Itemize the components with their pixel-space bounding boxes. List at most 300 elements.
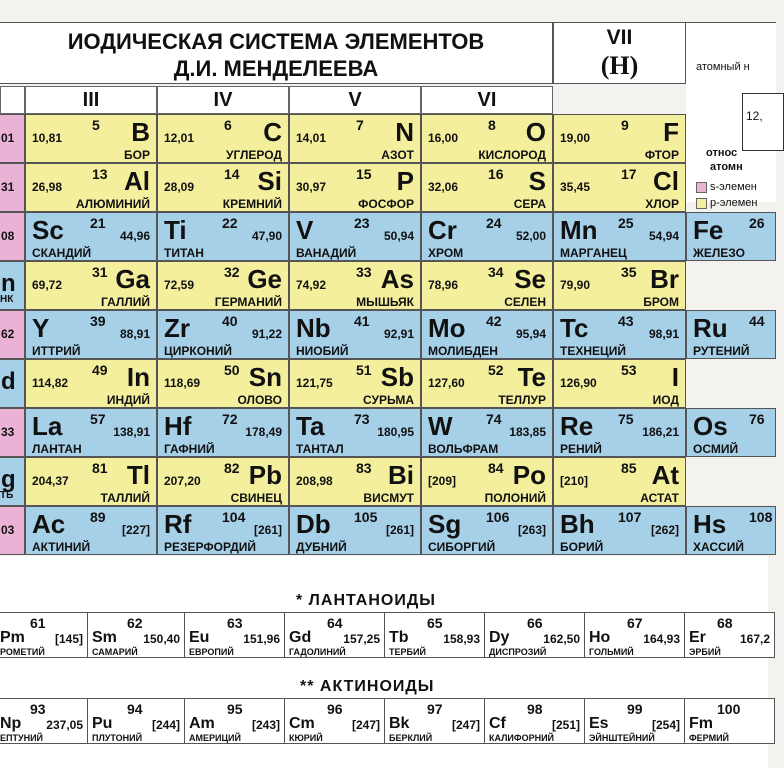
f-element-cell-Pm xyxy=(0,612,88,658)
atomic-mass: 121,75 xyxy=(296,376,333,390)
atomic-number: 67 xyxy=(627,615,643,631)
group-header-VI: VI xyxy=(421,86,553,114)
element-symbol: Cl xyxy=(653,166,679,196)
element-name: СИБОРГИЙ xyxy=(428,540,496,554)
atomic-mass: [263] xyxy=(517,523,546,537)
clipped-cell xyxy=(0,310,25,359)
element-cell-Se xyxy=(421,261,553,310)
element-symbol: O xyxy=(525,117,546,147)
atomic-number: 21 xyxy=(90,215,106,231)
element-name: ИОД xyxy=(652,393,679,407)
element-name: АСТАТ xyxy=(640,491,679,505)
legend-s-elements xyxy=(696,181,757,193)
element-name: БОРИЙ xyxy=(560,540,604,554)
atomic-mass: 150,40 xyxy=(143,632,180,646)
element-name: СВИНЕЦ xyxy=(230,491,282,505)
atomic-number: 106 xyxy=(486,509,510,525)
group-header-IV: IV xyxy=(157,86,289,114)
element-symbol: Eu xyxy=(189,629,210,646)
element-name: РЕНИЙ xyxy=(560,442,602,456)
legend xyxy=(686,22,776,209)
element-symbol: Mn xyxy=(560,215,598,245)
clipped-cell-text: 03 xyxy=(1,523,15,537)
element-symbol: Pb xyxy=(248,460,282,490)
element-symbol: Ga xyxy=(115,264,150,294)
element-cell-Ga xyxy=(25,261,157,310)
legend-p-label: p-элемен xyxy=(710,197,758,209)
atomic-number: 8 xyxy=(488,117,496,133)
atomic-mass: 88,91 xyxy=(119,327,150,341)
element-symbol: Bh xyxy=(560,509,595,539)
element-name: ФТОР xyxy=(644,148,679,162)
element-symbol: Cm xyxy=(289,715,315,732)
atomic-mass: 186,21 xyxy=(642,425,679,439)
atomic-number: 39 xyxy=(90,313,106,329)
clipped-cell-text: 08 xyxy=(1,229,15,243)
atomic-number: 64 xyxy=(327,615,343,631)
element-symbol: Mo xyxy=(428,313,466,343)
atomic-mass: 14,01 xyxy=(296,131,327,145)
legend-relative: относ xyxy=(706,147,738,159)
atomic-mass: 50,94 xyxy=(383,229,414,243)
element-name: ТИТАН xyxy=(164,246,204,260)
element-cell-Mn xyxy=(553,212,686,261)
element-cell-Bh xyxy=(553,506,686,555)
atomic-number: 34 xyxy=(488,264,504,280)
element-name: ДИСПРОЗИЙ xyxy=(489,647,547,657)
f-element-cell-Es xyxy=(585,698,685,744)
atomic-number: 108 xyxy=(749,509,773,525)
element-name: КЮРИЙ xyxy=(289,733,323,743)
element-cell-S xyxy=(421,163,553,212)
atomic-mass: 35,45 xyxy=(560,180,591,194)
clipped-cell-subtext: ТЬ xyxy=(0,490,14,501)
atomic-number: 62 xyxy=(127,615,143,631)
element-name: БРОМ xyxy=(643,295,679,309)
f-element-cell-Tb xyxy=(385,612,485,658)
group-header-V: V xyxy=(289,86,421,114)
element-cell-Sb xyxy=(289,359,421,408)
atomic-mass: 92,91 xyxy=(383,327,414,341)
element-name: ТЕРБИЙ xyxy=(389,647,426,657)
legend-s-label: s-элемен xyxy=(710,181,757,193)
element-cell-Cr xyxy=(421,212,553,261)
atomic-number: 33 xyxy=(356,264,372,280)
element-cell-Pb xyxy=(157,457,289,506)
element-symbol: Sc xyxy=(32,215,64,245)
element-cell-O xyxy=(421,114,553,163)
element-symbol: Bi xyxy=(388,460,414,490)
atomic-mass: 138,91 xyxy=(113,425,150,439)
element-symbol: B xyxy=(131,117,150,147)
element-cell-Y xyxy=(25,310,157,359)
atomic-mass: 118,69 xyxy=(164,376,201,390)
atomic-mass: 52,00 xyxy=(515,229,546,243)
element-symbol: Ta xyxy=(296,411,325,441)
atomic-mass: 30,97 xyxy=(296,180,327,194)
element-cell-Bi xyxy=(289,457,421,506)
element-cell-Sn xyxy=(157,359,289,408)
element-symbol: Sb xyxy=(380,362,414,392)
atomic-mass: 207,20 xyxy=(164,474,201,488)
element-symbol: Re xyxy=(560,411,594,441)
element-name: КРЕМНИЙ xyxy=(222,197,282,211)
element-symbol: Os xyxy=(693,411,728,441)
element-symbol: At xyxy=(651,460,679,490)
atomic-number: 32 xyxy=(224,264,240,280)
atomic-number: 16 xyxy=(488,166,504,182)
element-name: САМАРИЙ xyxy=(92,647,138,657)
element-symbol: Tc xyxy=(560,313,589,343)
element-name: ФОСФОР xyxy=(358,197,414,211)
element-cell-Os xyxy=(686,408,776,457)
element-name: ФЕРМИЙ xyxy=(689,733,730,743)
element-cell-At xyxy=(553,457,686,506)
element-cell-Tc xyxy=(553,310,686,359)
atomic-mass: 114,82 xyxy=(32,376,69,390)
element-cell-In xyxy=(25,359,157,408)
element-name: МЫШЬЯК xyxy=(356,295,414,309)
atomic-number: 93 xyxy=(30,701,46,717)
clipped-cell-text: 62 xyxy=(1,327,15,341)
atomic-number: 40 xyxy=(222,313,238,329)
element-cell-Sc xyxy=(25,212,157,261)
element-name: РЕЗЕРФОРДИЙ xyxy=(164,540,256,554)
element-symbol: As xyxy=(380,264,414,294)
element-symbol: Pm xyxy=(0,629,25,646)
f-element-cell-Er xyxy=(685,612,775,658)
element-cell-Zr xyxy=(157,310,289,359)
element-name: ИНДИЙ xyxy=(106,393,150,407)
element-symbol: Fe xyxy=(693,215,724,245)
clipped-cell xyxy=(0,212,25,261)
atomic-number: 43 xyxy=(618,313,634,329)
element-name: ХАССИЙ xyxy=(693,540,744,554)
atomic-number: 9 xyxy=(621,117,629,133)
atomic-mass: 164,93 xyxy=(643,632,680,646)
element-symbol: Db xyxy=(296,509,331,539)
atomic-mass: 167,2 xyxy=(739,632,770,646)
f-element-cell-Fm xyxy=(685,698,775,744)
element-cell-Po xyxy=(421,457,553,506)
element-cell-Mo xyxy=(421,310,553,359)
element-symbol: Tb xyxy=(389,629,409,646)
element-name: РУТЕНИЙ xyxy=(693,344,750,358)
element-name: ЖЕЛЕЗО xyxy=(693,246,745,260)
atomic-number: 73 xyxy=(354,411,370,427)
legend-atomic-number: атомный н xyxy=(696,61,750,73)
atomic-mass: 158,93 xyxy=(443,632,480,646)
element-symbol: Hs xyxy=(693,509,727,539)
atomic-mass: 19,00 xyxy=(560,131,591,145)
element-name: ИТТРИЙ xyxy=(32,344,81,358)
legend-atomic: атомн xyxy=(710,161,743,173)
element-name: ТЕЛЛУР xyxy=(498,393,546,407)
element-symbol: Si xyxy=(257,166,282,196)
atomic-number: 44 xyxy=(749,313,765,329)
title-line-2: Д.И. МЕНДЕЛЕЕВА xyxy=(173,56,379,81)
element-symbol: Sm xyxy=(92,629,117,646)
atomic-mass: 32,06 xyxy=(428,180,459,194)
atomic-number: 49 xyxy=(92,362,108,378)
atomic-number: 105 xyxy=(354,509,378,525)
atomic-number: 68 xyxy=(717,615,733,631)
atomic-number: 99 xyxy=(627,701,643,717)
element-cell-Br xyxy=(553,261,686,310)
atomic-mass: 98,91 xyxy=(648,327,679,341)
clipped-cell xyxy=(0,408,25,457)
atomic-mass: 12,01 xyxy=(164,131,195,145)
element-symbol: Br xyxy=(650,264,679,294)
element-symbol: Ho xyxy=(589,629,611,646)
element-name: ТАНТАЛ xyxy=(296,442,344,456)
atomic-mass: 72,59 xyxy=(164,278,195,292)
atomic-mass: [145] xyxy=(54,632,83,646)
element-symbol: Po xyxy=(512,460,546,490)
element-symbol: Bk xyxy=(389,715,410,732)
element-symbol: Dy xyxy=(489,629,510,646)
atomic-number: 17 xyxy=(621,166,637,182)
atomic-mass: 47,90 xyxy=(251,229,282,243)
f-element-cell-Cm xyxy=(285,698,385,744)
element-name: СЕРА xyxy=(513,197,546,211)
element-symbol: Cf xyxy=(489,715,506,732)
atomic-number: 35 xyxy=(621,264,637,280)
element-symbol: Te xyxy=(517,362,546,392)
atomic-number: 6 xyxy=(224,117,232,133)
atomic-mass: 54,94 xyxy=(648,229,679,243)
element-cell-Ta xyxy=(289,408,421,457)
element-cell-Si xyxy=(157,163,289,212)
element-name: ГЕРМАНИЙ xyxy=(214,295,282,309)
element-name: ГОЛЬМИЙ xyxy=(589,647,634,657)
atomic-number: 51 xyxy=(356,362,372,378)
element-cell-Al xyxy=(25,163,157,212)
f-element-cell-Np xyxy=(0,698,88,744)
atomic-number: 53 xyxy=(621,362,637,378)
atomic-number: 13 xyxy=(92,166,108,182)
atomic-number: 75 xyxy=(618,411,634,427)
element-name: ОСМИЙ xyxy=(693,442,739,456)
atomic-mass: 26,98 xyxy=(32,180,63,194)
atomic-number: 52 xyxy=(488,362,504,378)
f-element-cell-Eu xyxy=(185,612,285,658)
lanthanides-title: * ЛАНТАНОИДЫ xyxy=(296,592,436,609)
element-name: АЗОТ xyxy=(381,148,414,162)
element-name: МОЛИБДЕН xyxy=(428,344,498,358)
element-symbol: Nb xyxy=(296,313,331,343)
clipped-cell-text: 01 xyxy=(1,131,15,145)
atomic-mass: 178,49 xyxy=(245,425,282,439)
f-element-cell-Sm xyxy=(88,612,185,658)
atomic-number: 31 xyxy=(92,264,108,280)
element-name: БОР xyxy=(124,148,150,162)
atomic-mass: 204,37 xyxy=(32,474,69,488)
atomic-mass: [210] xyxy=(560,474,589,488)
atomic-mass: 74,92 xyxy=(296,278,327,292)
element-cell-La xyxy=(25,408,157,457)
clipped-cell-text: 31 xyxy=(1,180,15,194)
atomic-mass: 162,50 xyxy=(543,632,580,646)
element-symbol: Zr xyxy=(164,313,190,343)
element-name: СУРЬМА xyxy=(363,393,414,407)
clipped-cell-text: n xyxy=(1,270,16,297)
atomic-mass: [254] xyxy=(651,718,680,732)
element-name: ПОЛОНИЙ xyxy=(484,491,546,505)
element-cell-Fe xyxy=(686,212,776,261)
atomic-number: 5 xyxy=(92,117,100,133)
element-symbol: Np xyxy=(0,715,22,732)
element-symbol: Ac xyxy=(32,509,66,539)
title-line-1: ИОДИЧЕСКАЯ СИСТЕМА ЭЛЕМЕНТОВ xyxy=(67,29,485,54)
f-element-cell-Pu xyxy=(88,698,185,744)
element-symbol: Sn xyxy=(248,362,282,392)
element-symbol: Hf xyxy=(164,411,192,441)
element-symbol: Se xyxy=(514,264,546,294)
atomic-mass: [261] xyxy=(385,523,414,537)
atomic-mass: [247] xyxy=(451,718,480,732)
element-symbol: W xyxy=(428,411,453,441)
atomic-number: 22 xyxy=(222,215,238,231)
element-name: РОМЕТИЙ xyxy=(0,647,45,657)
element-symbol: Am xyxy=(189,715,215,732)
element-cell-Hf xyxy=(157,408,289,457)
element-cell-N xyxy=(289,114,421,163)
element-symbol: C xyxy=(263,117,282,147)
element-name: АМЕРИЦИЙ xyxy=(189,733,241,743)
element-symbol: Fm xyxy=(689,715,713,732)
atomic-number: 84 xyxy=(488,460,504,476)
element-symbol: I xyxy=(671,362,679,392)
element-symbol: Y xyxy=(32,313,50,343)
element-symbol: V xyxy=(296,215,314,245)
element-cell-As xyxy=(289,261,421,310)
atomic-mass: [251] xyxy=(551,718,580,732)
element-cell-Rf xyxy=(157,506,289,555)
clipped-cell-subtext: НК xyxy=(0,294,14,305)
atomic-number: 25 xyxy=(618,215,634,231)
element-cell-P xyxy=(289,163,421,212)
element-symbol: Ge xyxy=(247,264,282,294)
atomic-mass: 69,72 xyxy=(32,278,63,292)
atomic-number: 82 xyxy=(224,460,240,476)
atomic-number: 107 xyxy=(618,509,642,525)
element-cell-Db xyxy=(289,506,421,555)
element-symbol: S xyxy=(528,166,546,196)
atomic-number: 81 xyxy=(92,460,108,476)
element-symbol: Cr xyxy=(428,215,457,245)
atomic-number: 26 xyxy=(749,215,765,231)
f-block-section xyxy=(0,556,768,768)
element-name: МАРГАНЕЦ xyxy=(560,246,627,260)
element-name: ТАЛЛИЙ xyxy=(100,491,150,505)
atomic-number: 42 xyxy=(486,313,502,329)
group-header-blank xyxy=(0,86,25,114)
atomic-mass: 95,94 xyxy=(515,327,546,341)
atomic-mass: [209] xyxy=(428,474,457,488)
atomic-number: 65 xyxy=(427,615,443,631)
atomic-number: 76 xyxy=(749,411,765,427)
group-header-III: III xyxy=(25,86,157,114)
element-name: ХРОМ xyxy=(428,246,464,260)
element-name: УГЛЕРОД xyxy=(226,148,282,162)
s-swatch xyxy=(696,182,707,193)
atomic-mass: [262] xyxy=(650,523,679,537)
atomic-number: 15 xyxy=(356,166,372,182)
atomic-number: 97 xyxy=(427,701,443,717)
element-symbol: P xyxy=(396,166,414,196)
element-name: ЦИРКОНИЙ xyxy=(164,344,232,358)
table-title xyxy=(0,22,553,84)
element-name: ЭРБИЙ xyxy=(689,647,721,657)
atomic-mass: [261] xyxy=(253,523,282,537)
element-cell-V xyxy=(289,212,421,261)
atomic-number: 50 xyxy=(224,362,240,378)
atomic-number: 74 xyxy=(486,411,502,427)
atomic-number: 98 xyxy=(527,701,543,717)
atomic-mass: 28,09 xyxy=(164,180,195,194)
element-cell-Ru xyxy=(686,310,776,359)
atomic-mass: 151,96 xyxy=(243,632,280,646)
f-element-cell-Bk xyxy=(385,698,485,744)
atomic-mass: 208,98 xyxy=(296,474,333,488)
element-symbol: F xyxy=(663,117,679,147)
atomic-number: 24 xyxy=(486,215,502,231)
element-symbol: Gd xyxy=(289,629,312,646)
element-name: ЭЙНШТЕЙНИЙ xyxy=(589,733,655,743)
element-name: ГАФНИЙ xyxy=(164,442,215,456)
element-name: БЕРКЛИЙ xyxy=(389,733,433,743)
element-name: НИОБИЙ xyxy=(296,344,349,358)
atomic-number: 94 xyxy=(127,701,143,717)
element-cell-Ti xyxy=(157,212,289,261)
element-symbol: Ru xyxy=(693,313,728,343)
actinides-title: ** АКТИНОИДЫ xyxy=(300,678,435,695)
element-cell-Cl xyxy=(553,163,686,212)
atomic-number: 85 xyxy=(621,460,637,476)
element-name: АКТИНИЙ xyxy=(32,540,91,554)
group-7-header xyxy=(553,22,686,84)
atomic-number: 57 xyxy=(90,411,106,427)
element-name: ВОЛЬФРАМ xyxy=(428,442,499,456)
clipped-cell xyxy=(0,261,25,310)
atomic-number: 63 xyxy=(227,615,243,631)
element-cell-Te xyxy=(421,359,553,408)
element-symbol: N xyxy=(395,117,414,147)
atomic-mass: 79,90 xyxy=(560,278,591,292)
atomic-number: 104 xyxy=(222,509,246,525)
p-swatch xyxy=(696,198,707,209)
atomic-number: 23 xyxy=(354,215,370,231)
clipped-cell xyxy=(0,114,25,163)
clipped-cell xyxy=(0,359,25,408)
element-name: СКАНДИЙ xyxy=(32,246,92,260)
element-name: ВИСМУТ xyxy=(363,491,414,505)
clipped-cell-text: d xyxy=(1,368,16,395)
element-name: КИСЛОРОД xyxy=(478,148,546,162)
element-name: ТЕХНЕЦИЙ xyxy=(560,344,627,358)
element-symbol: La xyxy=(32,411,63,441)
element-name: ВАНАДИЙ xyxy=(296,246,357,260)
f-element-cell-Cf xyxy=(485,698,585,744)
element-symbol: In xyxy=(126,362,150,392)
element-name: КАЛИФОРНИЙ xyxy=(489,733,555,743)
clipped-cell-text: g xyxy=(1,466,16,493)
element-symbol: Sg xyxy=(428,509,462,539)
atomic-mass: [244] xyxy=(151,718,180,732)
f-element-cell-Ho xyxy=(585,612,685,658)
element-cell-Ge xyxy=(157,261,289,310)
